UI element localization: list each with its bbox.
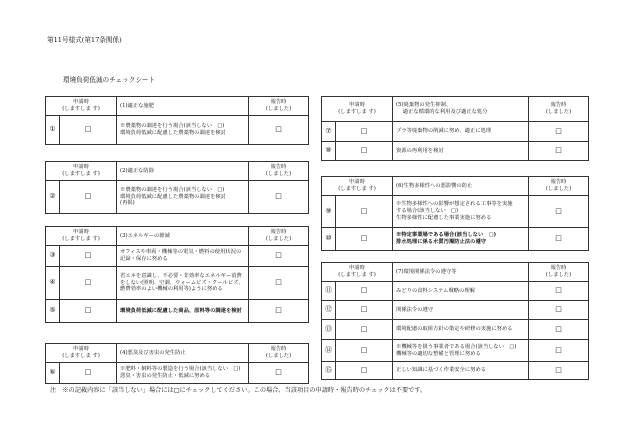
applicant-header: 申請時 (しますしま す) bbox=[322, 263, 393, 282]
section-title: (5)廃棄物の発生抑制、 適正な循環的な利用及び適正な処分 bbox=[393, 97, 529, 122]
applicant-checkbox[interactable]: □ bbox=[60, 181, 117, 214]
item-number: ⑩ bbox=[322, 228, 336, 251]
report-header: 報告時 (しました) bbox=[249, 97, 309, 116]
item-text: 資源の再利用を検討 bbox=[393, 142, 529, 161]
applicant-checkbox[interactable]: □ bbox=[336, 142, 393, 161]
report-checkbox[interactable]: □ bbox=[529, 301, 589, 320]
item-number: ③ bbox=[46, 246, 60, 267]
item-number: ⑥ bbox=[46, 363, 60, 384]
report-checkbox[interactable]: □ bbox=[529, 122, 589, 142]
item-text: プラ等廃棄物の削減に努め、適正に処理 bbox=[393, 122, 529, 142]
table-odor-pest-prevention bbox=[45, 343, 309, 384]
section-title: (7)環境関係法令の遵守等 bbox=[393, 263, 529, 282]
table-waste-reduction bbox=[321, 96, 589, 161]
item-number: ⑤ bbox=[46, 300, 60, 323]
item-number: ① bbox=[46, 116, 60, 145]
item-text: ※肥料・飼料等の製造を行う場合(該当しない □) 悪臭・害虫の発生防止・低減に努める bbox=[117, 363, 249, 384]
report-checkbox[interactable]: □ bbox=[249, 181, 309, 214]
form-number: 第11号様式(第17条関係) bbox=[47, 36, 122, 44]
item-text: ※特定事業場である場合(該当しない □) 排水処理に係る水質汚濁防止法の遵守 bbox=[393, 228, 529, 251]
report-checkbox[interactable]: □ bbox=[249, 363, 309, 384]
item-text: 省エネを意識し、不必要・非効率なエネルギー消費 をしない(照明、空調、ウォームビズ・クールビズ、 燃費効率のよい機械の利用等)ように努める bbox=[117, 267, 249, 300]
item-text: ※機械等を扱う事業者である場合(該当しない □) 機械等の適切な整備と管理に努める bbox=[393, 340, 529, 362]
applicant-checkbox[interactable]: □ bbox=[336, 362, 393, 380]
report-header: 報告時 (しました) bbox=[249, 227, 309, 246]
report-checkbox[interactable]: □ bbox=[529, 340, 589, 362]
item-text: ※農薬物の調達を行う場合(該当しない □) 環境負荷低減に配慮した農薬物の調達を検討 (再掲) bbox=[117, 181, 249, 214]
report-checkbox[interactable]: □ bbox=[529, 142, 589, 161]
item-text: 環境負荷低減に配慮した商品、原料等の調達を検討 bbox=[117, 300, 249, 323]
item-number: ⑫ bbox=[322, 301, 336, 320]
item-number: ⑬ bbox=[322, 320, 336, 340]
report-checkbox[interactable]: □ bbox=[249, 267, 309, 300]
report-checkbox[interactable]: □ bbox=[249, 116, 309, 145]
applicant-checkbox[interactable]: □ bbox=[336, 122, 393, 142]
table-biodiversity bbox=[321, 176, 589, 251]
item-text: オフィスや車両・機械等の電気・燃料の使用状況の 記録・保存に努める bbox=[117, 246, 249, 267]
section-title: (3)エネルギーの節減 bbox=[117, 227, 249, 246]
section-title: (2)適正な防除 bbox=[117, 162, 249, 181]
applicant-header: 申請時 (しますしま す) bbox=[46, 227, 117, 246]
report-checkbox[interactable]: □ bbox=[529, 362, 589, 380]
report-checkbox[interactable]: □ bbox=[249, 300, 309, 323]
applicant-checkbox[interactable]: □ bbox=[336, 282, 393, 301]
applicant-checkbox[interactable]: □ bbox=[336, 340, 393, 362]
item-text: みどりの食料システム戦略の理解 bbox=[393, 282, 529, 301]
section-title: (4)悪臭及び害虫の発生防止 bbox=[117, 344, 249, 363]
applicant-checkbox[interactable]: □ bbox=[336, 301, 393, 320]
applicant-checkbox[interactable]: □ bbox=[60, 116, 117, 145]
item-number: ⑪ bbox=[322, 282, 336, 301]
footnote: 注 ※の記載内容に「該当しない」場合には□にチェックしてください。この場合、当該項目の申請時・報告時のチェックは不要です。 bbox=[50, 387, 427, 394]
applicant-checkbox[interactable]: □ bbox=[336, 320, 393, 340]
item-number: ⑮ bbox=[322, 362, 336, 380]
item-number: ⑦ bbox=[322, 122, 336, 142]
item-text: 正しい知識に基づく作業安全に努める bbox=[393, 362, 529, 380]
section-title: (6)生物多様性への悪影響の防止 bbox=[393, 177, 529, 196]
table-energy-saving bbox=[45, 226, 309, 323]
applicant-header: 申請時 (しますしま す) bbox=[46, 97, 117, 116]
report-header: 報告時 (しました) bbox=[249, 344, 309, 363]
applicant-header: 申請時 (しますしま す) bbox=[46, 162, 117, 181]
applicant-checkbox[interactable]: □ bbox=[60, 363, 117, 384]
report-header: 報告時 (しました) bbox=[529, 97, 589, 122]
applicant-checkbox[interactable]: □ bbox=[336, 228, 393, 251]
applicant-header: 申請時 (しますしま す) bbox=[322, 97, 393, 122]
report-checkbox[interactable]: □ bbox=[529, 228, 589, 251]
report-checkbox[interactable]: □ bbox=[249, 246, 309, 267]
report-checkbox[interactable]: □ bbox=[529, 282, 589, 301]
applicant-header: 申請時 (しますしま す) bbox=[46, 344, 117, 363]
applicant-checkbox[interactable]: □ bbox=[60, 246, 117, 267]
table-pest-control bbox=[45, 161, 309, 214]
applicant-checkbox[interactable]: □ bbox=[336, 196, 393, 228]
section-title: (1)適正な施肥 bbox=[117, 97, 249, 116]
item-text: 環境配慮の取組方針の策定や研修の実施に努める bbox=[393, 320, 529, 340]
item-text: ※農薬物の調達を行う場合(該当しない □) 環境負荷低減に配慮した農薬物の調達を検討 bbox=[117, 116, 249, 145]
table-fertilization bbox=[45, 96, 309, 145]
report-checkbox[interactable]: □ bbox=[529, 320, 589, 340]
applicant-checkbox[interactable]: □ bbox=[60, 300, 117, 323]
sheet-title: 環境負荷低減のチェックシート bbox=[63, 76, 156, 84]
item-number: ⑧ bbox=[322, 142, 336, 161]
applicant-checkbox[interactable]: □ bbox=[60, 267, 117, 300]
item-number: ② bbox=[46, 181, 60, 214]
item-number: ④ bbox=[46, 267, 60, 300]
table-legal-compliance bbox=[321, 262, 589, 380]
applicant-header: 申請時 (しますしま す) bbox=[322, 177, 393, 196]
report-header: 報告時 (しました) bbox=[249, 162, 309, 181]
report-header: 報告時 (しました) bbox=[529, 263, 589, 282]
item-text: 関係法令の遵守 bbox=[393, 301, 529, 320]
report-checkbox[interactable]: □ bbox=[529, 196, 589, 228]
item-text: ※生物多様性への影響が想定される工事等を実施 する場合(該当しない □) 生物多様性に配慮した事業実施に努める bbox=[393, 196, 529, 228]
report-header: 報告時 (しました) bbox=[529, 177, 589, 196]
item-number: ⑨ bbox=[322, 196, 336, 228]
item-number: ⑭ bbox=[322, 340, 336, 362]
